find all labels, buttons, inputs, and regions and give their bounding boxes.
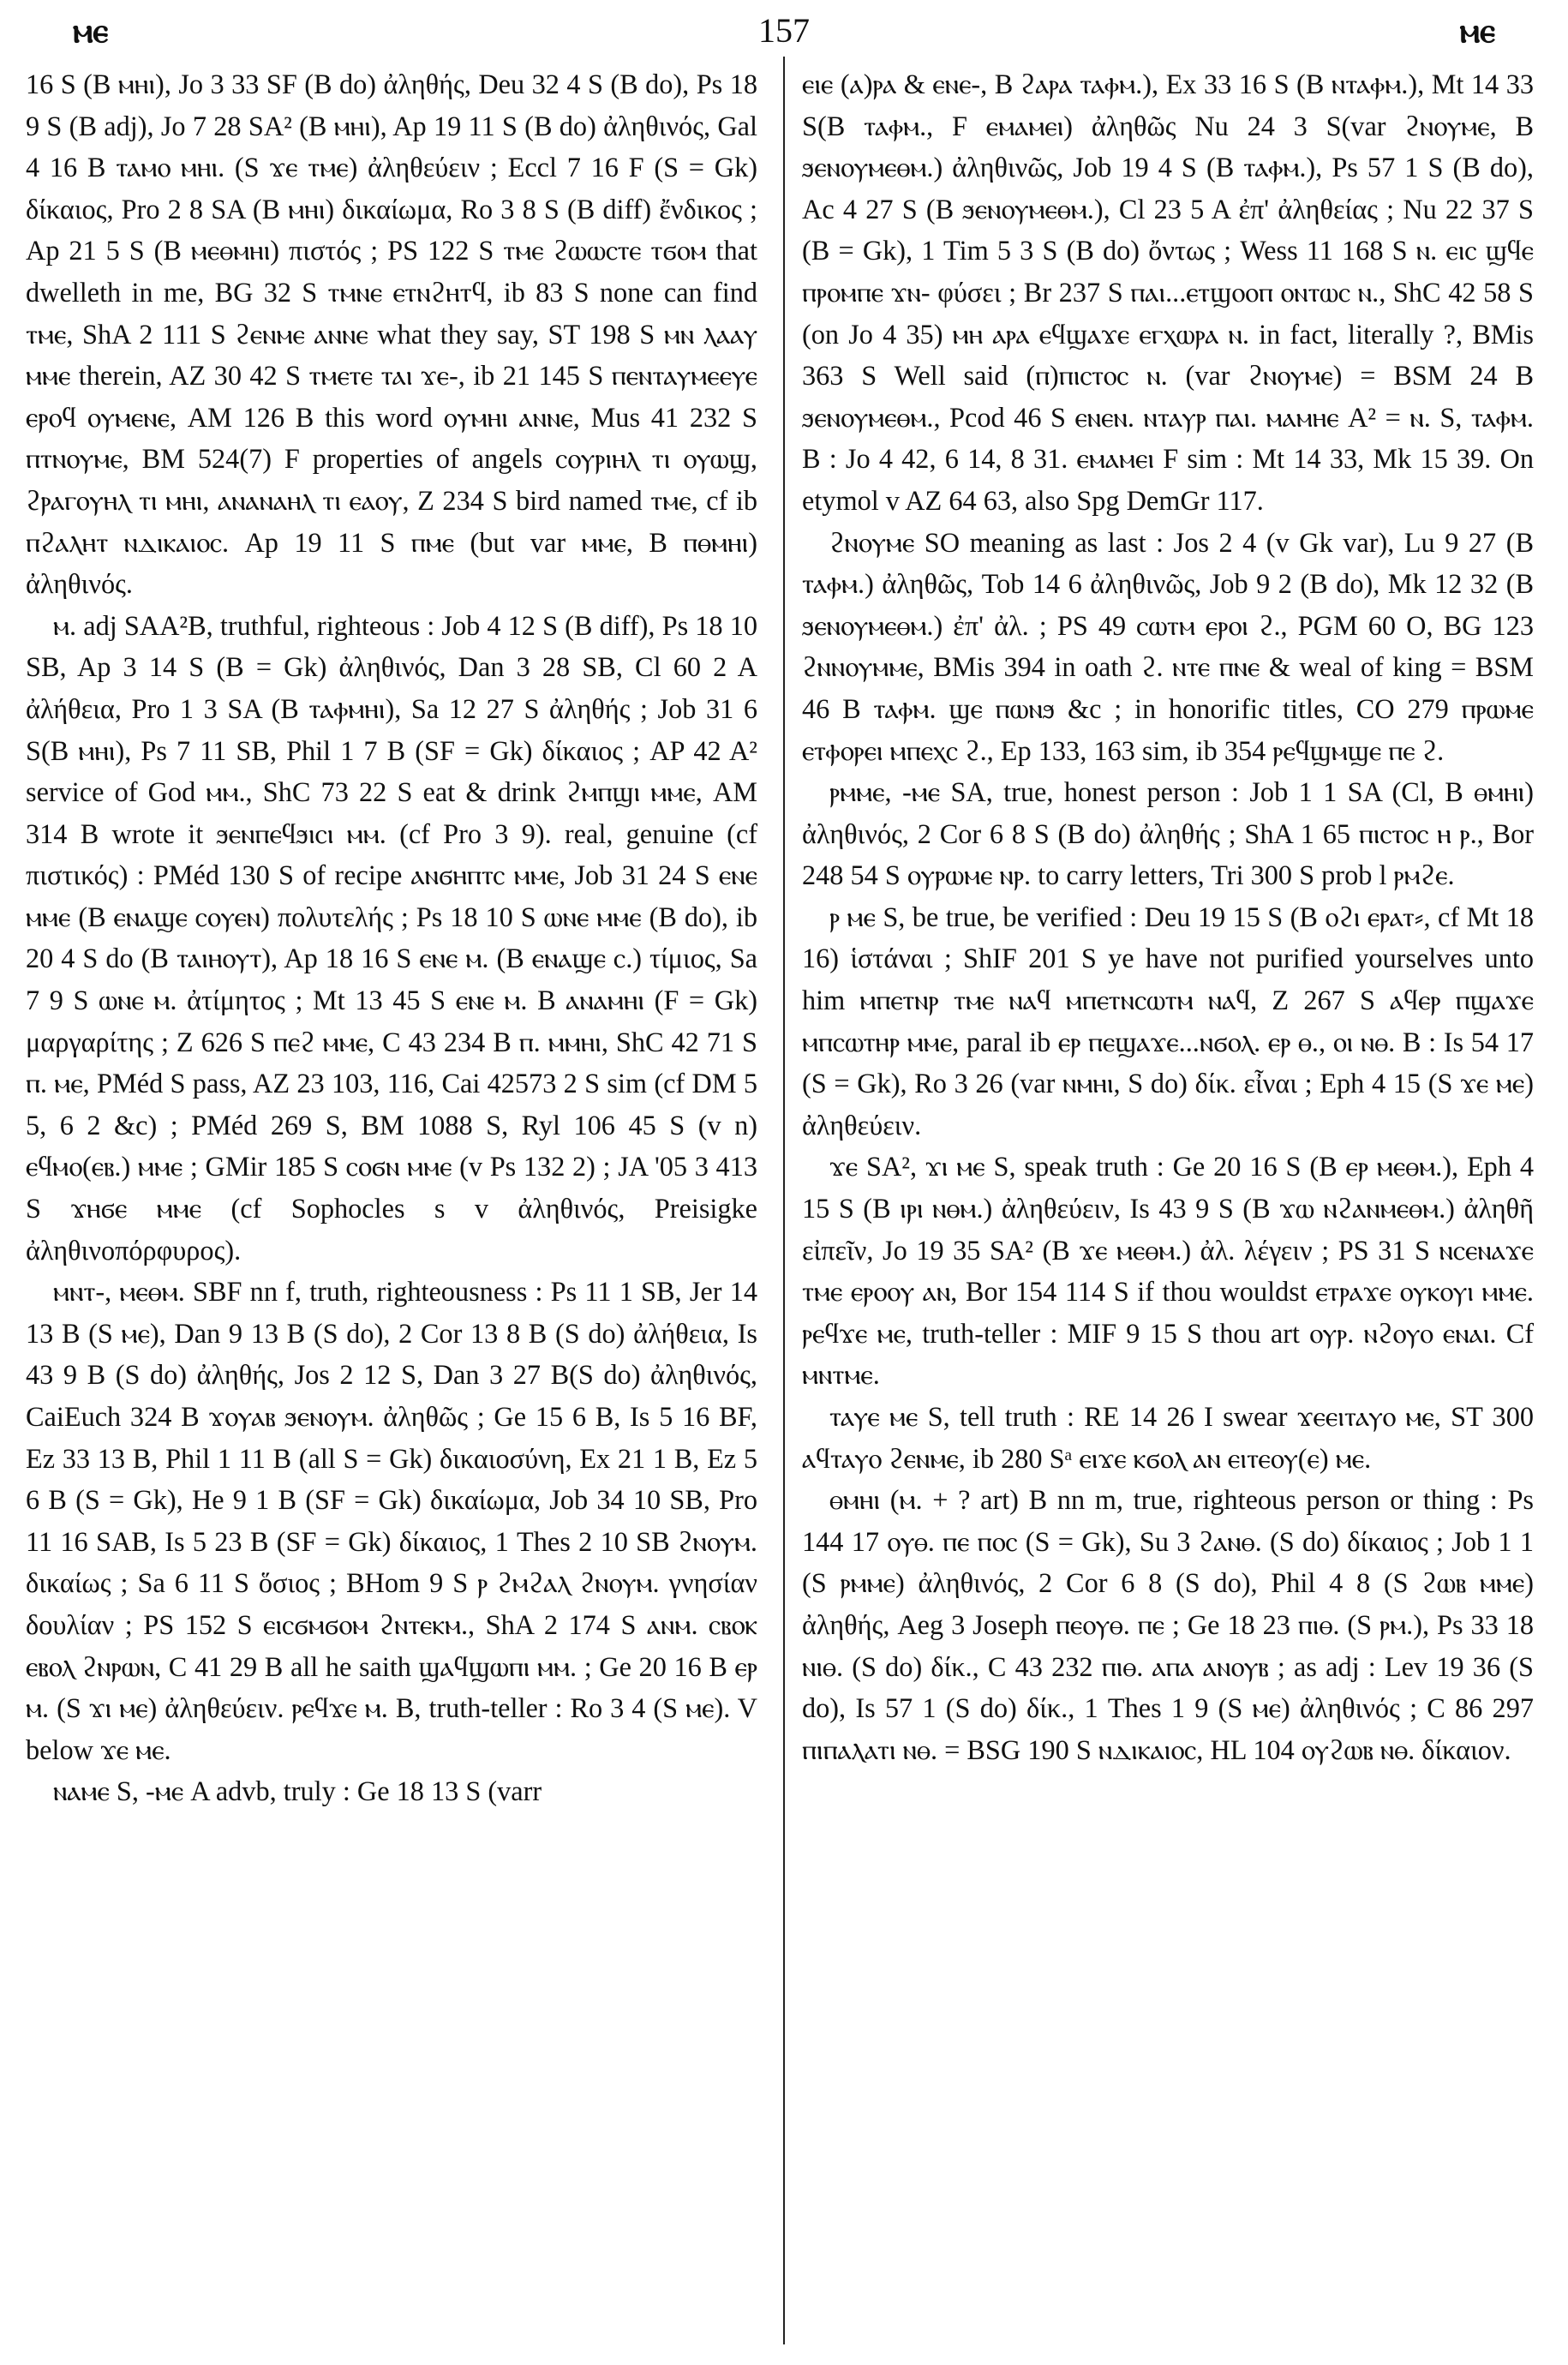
- entry-paragraph: ⲙ. adj SAA²B, truthful, righteous : Job 4 12 S (B diff), Ps 18 10 SB, Ap 3 14 S (B = Gk) ἀληθινός, Dan 3 28 SB, Cl 60 2 A ἀλήθεια, Pro 1 3 SA (B ⲧⲁⲫⲙⲏⲓ), Sa 12 27 S ἀληθής ; Job 31 6 S(B ⲙⲏⲓ), Ps 7 11 SB, Phil 1 7 B (SF = Gk) δίκαιος ; AP 42 A² service of God ⲙⲙ., ShC 73 22 S eat & drink ϩⲙⲡϣⲓ ⲙⲙⲉ, AM 314 B wrote it ϧⲉⲛⲡⲉϥϧⲓⲥⲓ ⲙⲙ. (cf Pro 3 9). real, genuine (cf πιστικός) : PMéd 130 S of recipe ⲁⲛϭⲏⲡⲧⲥ ⲙⲙⲉ, Job 31 24 S ⲉⲛⲉ ⲙⲙⲉ (B ⲉⲛⲁϣⲉ ⲥⲟⲩⲉⲛ) πολυτελής ; Ps 18 10 S ⲱⲛⲉ ⲙⲙⲉ (B do), ib 20 4 S do (B ⲧⲁⲓⲏⲟⲩⲧ), Ap 18 16 S ⲉⲛⲉ ⲙ. (B ⲉⲛⲁϣⲉ ⲥ.) τίμιος, Sa 7 9 S ⲱⲛⲉ ⲙ. ἀτίμητος ; Mt 13 45 S ⲉⲛⲉ ⲙ. B ⲁⲛⲁⲙⲏⲓ (F = Gk) μαργαρίτης ; Z 626 S ⲡⲉϩ ⲙⲙⲉ, C 43 234 B ⲡ. ⲙⲙⲏⲓ, ShC 42 71 S ⲡ. ⲙⲉ, PMéd S pass, AZ 23 103, 116, Cai 42573 2 S sim (cf DM 5 5, 6 2 &c) ; PMéd 269 S, BM 1088 S, Ryl 106 45 S (v n) ⲉϥⲙⲟ(ⲉⲃ.) ⲙⲙⲉ ; GMir 185 S ⲥⲟϭⲛ ⲙⲙⲉ (v Ps 132 2) ; JA '05 3 413 S ϫⲏϭⲉ ⲙⲙⲉ (cf Sophocles s v ἀληθινός, Preisigke ἀληθινοπόρφυρος).: [26, 609, 757, 1266]
- right-column: [802, 63, 1534, 2351]
- entry-paragraph: ⲛⲁⲙⲉ S, -ⲙⲉ A advb, truly : Ge 18 13 S (varr: [53, 1775, 542, 1807]
- entry-paragraph: ⲑⲙⲏⲓ (ⲙ. + ? art) B nn m, true, righteous person or thing : Ps 144 17 ⲟⲩⲑ. ⲡⲉ ⲡⲟⲥ (S = Gk), Su 3 ϩⲁⲛⲑ. (S do) δίκαιος ; Job 1 1 (S ⲣⲙⲙⲉ) ἀληθινός, 2 Cor 6 8 (S do), Phil 4 8 (S ϩⲱⲃ ⲙⲙⲉ) ἀληθής, Aeg 3 Joseph ⲡⲉⲟⲩⲑ. ⲡⲉ ; Ge 18 23 ⲡⲓⲑ. (S ⲣⲙ.), Ps 33 18 ⲛⲓⲑ. (S do) δίκ., C 43 232 ⲡⲓⲑ. ⲁⲡⲁ ⲁⲛⲟⲩⲃ ; as adj : Lev 19 36 (S do), Is 57 1 (S do) δίκ., 1 Thes 1 9 (S ⲙⲉ) ἀληθινός ; C 86 297 ⲡⲓⲡⲁⲗⲁⲧⲓ ⲛⲑ. = BSG 190 S ⲛⲇⲓⲕⲁⲓⲟⲥ, HL 104 ⲟⲩϩⲱⲃ ⲛⲑ. δίκαιον.: [802, 1484, 1534, 1765]
- entry-paragraph: ⲉⲓⲉ (ⲁ)ⲣⲁ & ⲉⲛⲉ-, B ϩⲁⲣⲁ ⲧⲁⲫⲙ.), Ex 33 16 S (B ⲛⲧⲁⲫⲙ.), Mt 14 33 S(B ⲧⲁⲫⲙ., F ⲉⲙⲁⲙⲉⲓ) ἀληθῶς Nu 24 3 S(var ϩⲛⲟⲩⲙⲉ, B ϧⲉⲛⲟⲩⲙⲉⲑⲙ.) ἀληθινῶς, Job 19 4 S (B ⲧⲁⲫⲙ.), Ps 57 1 S (B do), Ac 4 27 S (B ϧⲉⲛⲟⲩⲙⲉⲑⲙ.), Cl 23 5 A ἐπ' ἀληθείας ; Nu 22 37 S (B = Gk), 1 Tim 5 3 S (B do) ὄντως ; Wess 11 168 S ⲛ. ⲉⲓⲥ ϣϥⲉ ⲡⲣⲟⲙⲡⲉ ϫⲛ- φύσει ; Br 237 S ⲡⲁⲓ...ⲉⲧϣⲟⲟⲡ ⲟⲛⲧⲱⲥ ⲛ., ShC 42 58 S (on Jo 4 35) ⲙⲏ ⲁⲣⲁ ⲉϥϣⲁϫⲉ ⲉⲅⲭⲱⲣⲁ ⲛ. in fact, literally ?, BMis 363 S Well said (ⲡ)ⲡⲓⲥⲧⲟⲥ ⲛ. (var ϩⲛⲟⲩⲙⲉ) = BSM 24 B ϧⲉⲛⲟⲩⲙⲉⲑⲙ., Pcod 46 S ⲉⲛⲉⲛ. ⲛⲧⲁⲩⲣ ⲡⲁⲓ. ⲙⲁⲙⲏⲉ A² = ⲛ. S, ⲧⲁⲫⲙ. B : Jo 4 42, 6 14, 8 31. ⲉⲙⲁⲙⲉⲓ F sim : Mt 14 33, Mk 15 39. On etymol v AZ 64 63, also Spg DemGr 117.: [802, 69, 1534, 516]
- entry-paragraph: 16 S (B ⲙⲏⲓ), Jo 3 33 SF (B do) ἀληθής, Deu 32 4 S (B do), Ps 18 9 S (B adj), Jo 7 28 SA² (B ⲙⲏⲓ), Ap 19 11 S (B do) ἀληθινός, Gal 4 16 B ⲧⲁⲙⲟ ⲙⲏⲓ. (S ϫⲉ ⲧⲙⲉ) ἀληθεύειν ; Eccl 7 16 F (S = Gk) δίκαιος, Pro 2 8 SA (B ⲙⲏⲓ) δικαίωμα, Ro 3 8 S (B diff) ἔνδικος ; Ap 21 5 S (B ⲙⲉⲑⲙⲏⲓ) πιστός ; PS 122 S ⲧⲙⲉ ϩⲱⲱⲥⲧⲉ ⲧϭⲟⲙ that dwelleth in me, BG 32 S ⲧⲙⲛⲉ ⲉⲧⲛϩⲏⲧϥ, ib 83 S none can find ⲧⲙⲉ, ShA 2 111 S ϩⲉⲛⲙⲉ ⲁⲛⲛⲉ what they say, ST 198 S ⲙⲛ ⲗⲁⲁⲩ ⲙⲙⲉ therein, AZ 30 42 S ⲧⲙⲉⲧⲉ ⲧⲁⲓ ϫⲉ-, ib 21 145 S ⲡⲉⲛⲧⲁⲩⲙⲉⲉⲩⲉ ⲉⲣⲟϥ ⲟⲩⲙⲉⲛⲉ, AM 126 B this word ⲟⲩⲙⲏⲓ ⲁⲛⲛⲉ, Mus 41 232 S ⲡⲧⲛⲟⲩⲙⲉ, BM 524(7) F properties of angels ⲥⲟⲩⲣⲓⲏⲗ ⲧⲓ ⲟⲩⲱϣ, ϩⲣⲁⲅⲟⲩⲏⲗ ⲧⲓ ⲙⲏⲓ, ⲁⲛⲁⲛⲁⲏⲗ ⲧⲓ ⲉⲁⲟⲩ, Z 234 S bird named ⲧⲙⲉ, cf ib ⲡϩⲁⲗⲏⲧ ⲛⲇⲓⲕⲁⲓⲟⲥ. Ap 19 11 S ⲡⲙⲉ (but var ⲙⲙⲉ, B ⲡⲑⲙⲏⲓ) ἀληθινός.: [26, 69, 757, 600]
- entry-paragraph: ⲣⲙⲙⲉ, -ⲙⲉ SA, true, honest person : Job 1 1 SA (Cl, B ⲑⲙⲏⲓ) ἀληθινός, 2 Cor 6 8 S (B do) ἀληθής ; ShA 1 65 ⲡⲓⲥⲧⲟⲥ ⲏ ⲣ., Bor 248 54 S ⲟⲩⲣⲱⲙⲉ ⲛⲣ. to carry letters, Tri 300 S prob l ⲣⲙϩⲉ.: [802, 776, 1534, 891]
- page-header: [26, 10, 1542, 51]
- column-divider: [783, 57, 785, 2344]
- page-number: 157: [758, 11, 810, 50]
- entry-paragraph: ⲧⲁⲩⲉ ⲙⲉ S, tell truth : RE 14 26 I swear ϫⲉⲉⲓⲧⲁⲩⲟ ⲙⲉ, ST 300 ⲁϥⲧⲁⲩⲟ ϩⲉⲛⲙⲉ, ib 280 Sᵃ ⲉⲓϫⲉ ⲕϭⲟⲗ ⲁⲛ ⲉⲓⲧⲉⲟⲩ(ⲉ) ⲙⲉ.: [802, 1401, 1534, 1474]
- entry-paragraph: ϫⲉ SA², ϫⲓ ⲙⲉ S, speak truth : Ge 20 16 S (B ⲉⲣ ⲙⲉⲑⲙ.), Eph 4 15 S (B ⲓⲣⲓ ⲛⲑⲙ.) ἀληθεύειν, Is 43 9 S (B ϫⲱ ⲛϩⲁⲛⲙⲉⲑⲙ.) ἀληθῆ εἰπεῖν, Jo 19 35 SA² (B ϫⲉ ⲙⲉⲑⲙ.) ἀλ. λέγειν ; PS 31 S ⲛⲥⲉⲛⲁϫⲉ ⲧⲙⲉ ⲉⲣⲟⲟⲩ ⲁⲛ, Bor 154 114 S if thou wouldst ⲉⲧⲣⲁϫⲉ ⲟⲩⲕⲟⲩⲓ ⲙⲙⲉ. ⲣⲉϥϫⲉ ⲙⲉ, truth-teller : MIF 9 15 S thou art ⲟⲩⲣ. ⲛϩⲟⲩⲟ ⲉⲛⲁⲓ. Cf ⲙⲛⲧⲙⲉ.: [802, 1151, 1534, 1391]
- entry-paragraph: ⲣ ⲙⲉ S, be true, be verified : Deu 19 15 S (B ⲟϩⲓ ⲉⲣⲁⲧ⸗, cf Mt 18 16) ἱστάναι ; ShIF 201 S ye have not purified yourselves unto him ⲙⲡⲉⲧⲛⲣ ⲧⲙⲉ ⲛⲁϥ ⲙⲡⲉⲧⲛⲥⲱⲧⲙ ⲛⲁϥ, Z 267 S ⲁϥⲉⲣ ⲡϣⲁϫⲉ ⲙⲡⲥⲱⲧⲏⲣ ⲙⲙⲉ, paral ib ⲉⲣ ⲡⲉϣⲁϫⲉ...ⲛϭⲟⲗ. ⲉⲣ ⲑ., ⲟⲓ ⲛⲑ. B : Is 54 17 (S = Gk), Ro 3 26 (var ⲛⲙⲏⲓ, S do) δίκ. εἶναι ; Eph 4 15 (S ϫⲉ ⲙⲉ) ἀληθεύειν.: [802, 901, 1534, 1141]
- entry-paragraph: ϩⲛⲟⲩⲙⲉ SO meaning as last : Jos 2 4 (v Gk var), Lu 9 27 (B ⲧⲁⲫⲙ.) ἀληθῶς, Tob 14 6 ἀληθινῶς, Job 9 2 (B do), Mk 12 32 (B ϧⲉⲛⲟⲩⲙⲉⲑⲙ.) ἐπ' ἀλ. ; PS 49 ⲥⲱⲧⲙ ⲉⲣⲟⲓ ϩ., PGM 60 O, BG 123 ϩⲛⲛⲟⲩⲙⲙⲉ, BMis 394 in oath ϩ. ⲛⲧⲉ ⲡⲛⲉ & weal of king = BSM 46 B ⲧⲁⲫⲙ. ϣⲉ ⲡⲱⲛϧ &c ; in honorific titles, CO 279 ⲡⲣⲱⲙⲉ ⲉⲧⲫⲟⲣⲉⲓ ⲙⲡⲉⲭⲥ ϩ., Ep 133, 163 sim, ib 354 ⲣⲉϥϣⲙϣⲉ ⲡⲉ ϩ.: [802, 526, 1534, 766]
- running-head-left: ⲙⲉ: [73, 11, 109, 50]
- left-column: [26, 63, 757, 2351]
- running-head-right: ⲙⲉ: [1459, 11, 1495, 50]
- entry-paragraph: ⲙⲛⲧ-, ⲙⲉⲑⲙ. SBF nn f, truth, righteousness : Ps 11 1 SB, Jer 14 13 B (S ⲙⲉ), Dan 9 13 B (S do), 2 Cor 13 8 B (S do) ἀλήθεια, Is 43 9 B (S do) ἀληθής, Jos 2 12 S, Dan 3 27 B(S do) ἀληθινός, CaiEuch 324 B ϫⲟⲩⲁⲃ ϧⲉⲛⲟⲩⲙ. ἀληθῶς ; Ge 15 6 B, Is 5 16 BF, Ez 33 13 B, Phil 1 11 B (all S = Gk) δικαιοσύνη, Ex 21 1 B, Ez 5 6 B (S = Gk), He 9 1 B (SF = Gk) δικαίωμα, Job 34 10 SB, Pro 11 16 SAB, Is 5 23 B (SF = Gk) δίκαιος, 1 Thes 2 10 SB ϩⲛⲟⲩⲙ. δικαίως ; Sa 6 11 S ὅσιος ; BHom 9 S ⲣ ϩⲙϩⲁⲗ ϩⲛⲟⲩⲙ. γνησίαν δουλίαν ; PS 152 S ⲉⲓⲥϭⲙϭⲟⲙ ϩⲛⲧⲉⲕⲙ., ShA 2 174 S ⲁⲛⲙ. ⲥⲃⲟⲕ ⲉⲃⲟⲗ ϩⲛⲣⲱⲛ, C 41 29 B all he saith ϣⲁϥϣⲱⲡⲓ ⲙⲙ. ; Ge 20 16 B ⲉⲣ ⲙ. (S ϫⲓ ⲙⲉ) ἀληθεύειν. ⲣⲉϥϫⲉ ⲙ. B, truth-teller : Ro 3 4 (S ⲙⲉ). V below ϫⲉ ⲙⲉ.: [26, 1276, 757, 1765]
